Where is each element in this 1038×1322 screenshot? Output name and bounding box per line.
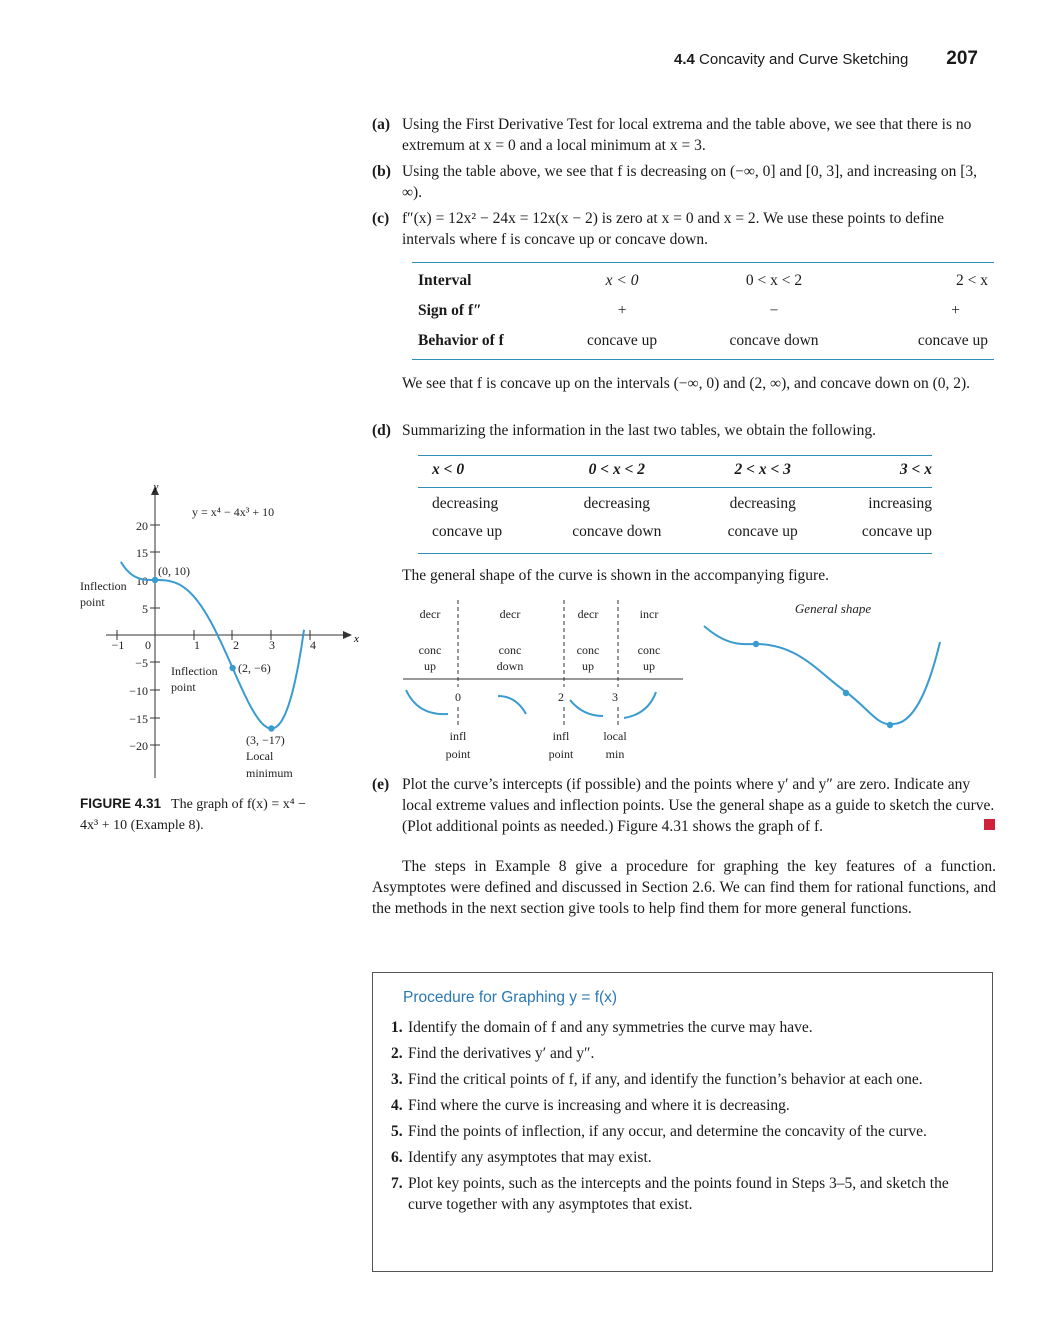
list-item xyxy=(391,1017,961,1038)
item-d-text: Summarizing the information in the last two tables, we obtain the following. xyxy=(402,422,876,439)
y-tick-label: −20 xyxy=(129,739,148,753)
table2-bottom-rule xyxy=(418,553,932,554)
inflection-label-right: Inflection xyxy=(171,664,218,678)
table-cell: − xyxy=(769,302,779,319)
x-tick-label: 1 xyxy=(194,638,200,652)
table-cell: Sign of f″ xyxy=(418,302,482,319)
item-a-label: (a) xyxy=(372,116,391,133)
table2-header-rule xyxy=(418,487,932,488)
step-text: Find where the curve is increasing and where it is decreasing. xyxy=(408,1097,790,1114)
caption-text: The graph of f(x) = x⁴ − 4x³ + 10 (Example 8). xyxy=(80,797,306,833)
y-tick-label: 5 xyxy=(142,602,148,616)
y-tick-label: 0 xyxy=(145,638,151,652)
item-e xyxy=(372,774,996,837)
table-cell: 0 < x < 2 xyxy=(745,272,803,289)
y-axis-label: y xyxy=(153,481,159,493)
x-tick-label: 2 xyxy=(233,638,239,652)
figure-caption xyxy=(80,793,320,836)
general-shape-diagram xyxy=(398,592,998,768)
section-title xyxy=(674,51,908,68)
shape-label: conc xyxy=(637,643,661,657)
y-tick-label: −5 xyxy=(135,656,148,670)
step-number: 2. xyxy=(391,1045,403,1062)
shape-label: 2 xyxy=(558,690,564,704)
section-number: 4.4 xyxy=(673,51,695,68)
general-shape-sentence: The general shape of the curve is shown in the accompanying figure. xyxy=(402,567,829,584)
list-item xyxy=(391,1069,961,1090)
shape-label: min xyxy=(605,747,625,761)
step-number: 3. xyxy=(391,1071,403,1088)
inflection-point-marker xyxy=(229,665,235,671)
table-cell: 2 < x xyxy=(956,272,988,289)
concavity-summary: We see that f is concave up on the intervals (−∞, 0) and (2, ∞), and concave down on (0, 2). xyxy=(402,375,971,392)
table-cell: increasing xyxy=(868,495,932,512)
item-e-text: Plot the curve’s intercepts (if possible) and the points where y′ and y″ are zero. Indicate any local extreme values and inflection points. Use the general shape as a guide to sketch the curve. (Plot additional points as needed.) Figure 4.31 shows the graph of f. xyxy=(402,776,995,835)
item-c-text: f″(x) = 12x² − 24x = 12x(x − 2) is zero at x = 0 and x = 2. We use these points to define intervals where f is concave up or concave down. xyxy=(402,210,944,248)
table-cell: concave up xyxy=(432,523,503,540)
item-c xyxy=(372,208,996,250)
list-item xyxy=(391,1043,961,1064)
item-a-text: Using the First Derivative Test for local extrema and the table above, we see that there is no extremum at x = 0 and a local minimum at x = 3. xyxy=(402,116,972,154)
shape-label: up xyxy=(424,659,436,673)
x-tick-label: 4 xyxy=(310,638,316,652)
shape-label: point xyxy=(445,747,471,761)
table-cell: x < 0 xyxy=(432,461,465,478)
y-tick-label: −10 xyxy=(129,684,148,698)
shape-label: decr xyxy=(499,607,521,621)
shape-label: decr xyxy=(577,607,599,621)
figure-4-31-graph xyxy=(76,478,366,788)
function-label: y = x⁴ − 4x³ + 10 xyxy=(192,505,275,519)
shape-label: up xyxy=(582,659,594,673)
item-b-text: Using the table above, we see that f is decreasing on (−∞, 0] and [0, 3], and increasing on [3, ∞). xyxy=(402,163,978,201)
table-cell: x < 0 xyxy=(605,272,639,289)
item-c-label: (c) xyxy=(372,210,390,227)
item-d xyxy=(372,420,996,441)
general-shape-title: General shape xyxy=(794,601,872,616)
shape-label: 3 xyxy=(612,690,618,704)
table-cell: + xyxy=(617,302,627,319)
step-number: 1. xyxy=(391,1019,403,1036)
table-cell: + xyxy=(951,302,960,319)
shape-label: up xyxy=(643,659,655,673)
table-cell: decreasing xyxy=(432,495,499,512)
x-axis-label: x xyxy=(354,633,359,645)
step-text: Find the points of inflection, if any occur, and determine the concavity of the curve. xyxy=(408,1123,927,1140)
list-item xyxy=(391,1173,961,1215)
step-text: Plot key points, such as the intercepts and the points found in Steps 3–5, and sketch the curve together with any asymptotes that exist. xyxy=(408,1175,949,1213)
list-item xyxy=(391,1095,961,1116)
table-cell: Interval xyxy=(418,272,472,289)
step-text: Identify any asymptotes that may exist. xyxy=(408,1149,652,1166)
minimum-label: Local xyxy=(246,749,274,763)
step-number: 5. xyxy=(391,1123,403,1140)
minimum-coordinate-label: (3, −17) xyxy=(246,733,285,747)
step-text: Identify the domain of f and any symmetries the curve may have. xyxy=(408,1019,813,1036)
shape-label: local xyxy=(603,729,627,743)
shape-label: down xyxy=(496,659,524,673)
table-cell: concave up xyxy=(917,332,988,349)
summary-table-body xyxy=(418,495,932,549)
table-cell: decreasing xyxy=(583,495,650,512)
caption-label: FIGURE 4.31 xyxy=(80,796,162,811)
y-tick-label: 20 xyxy=(136,519,148,533)
shape-label: incr xyxy=(639,607,659,621)
summary-table xyxy=(418,461,932,487)
point-label-0-10: (0, 10) xyxy=(158,564,190,578)
item-b-label: (b) xyxy=(372,163,391,180)
procedure-steps xyxy=(391,1017,961,1220)
procedure-title: Procedure for Graphing y = f(x) xyxy=(403,989,618,1006)
shape-label: conc xyxy=(498,643,522,657)
table-row xyxy=(418,461,932,487)
shape-label: conc xyxy=(576,643,600,657)
table-cell: 0 < x < 2 xyxy=(588,461,646,478)
shape-label: conc xyxy=(418,643,442,657)
table-cell: concave down xyxy=(572,523,662,540)
table-row xyxy=(418,523,932,549)
steps-paragraph: The steps in Example 8 give a procedure for graphing the key features of a function. Asymptotes were defined and discussed in Section 2.6. We can find them for rational functions, and the methods in the next section give tools to help find them for more general functions. xyxy=(372,858,996,917)
table-cell: concave up xyxy=(861,523,932,540)
y-tick-label: 15 xyxy=(136,546,148,560)
step-number: 7. xyxy=(391,1175,403,1192)
list-item xyxy=(391,1121,961,1142)
table-cell: decreasing xyxy=(729,495,796,512)
y-tick-label: −15 xyxy=(129,712,148,726)
list-item xyxy=(391,1147,961,1168)
minimum-label: minimum xyxy=(246,766,293,780)
table-cell: 3 < x xyxy=(899,461,932,478)
procedure-box xyxy=(372,972,993,1272)
shape-label: infl xyxy=(449,729,467,743)
y-tick-label: 10 xyxy=(136,574,148,588)
running-head xyxy=(674,48,978,70)
table-cell: concave down xyxy=(729,332,819,349)
x-tick-label: 3 xyxy=(269,638,275,652)
table-cell: Behavior of f xyxy=(418,332,504,349)
page-number: 207 xyxy=(946,48,978,69)
step-text: Find the critical points of f, if any, and identify the function’s behavior at each one. xyxy=(408,1071,923,1088)
table-row xyxy=(412,296,994,326)
step-number: 6. xyxy=(391,1149,403,1166)
inflection-label-left: Inflection xyxy=(80,579,127,593)
section-title-text: Concavity and Curve Sketching xyxy=(699,51,909,68)
item-b xyxy=(372,161,996,203)
step-number: 4. xyxy=(391,1097,403,1114)
concavity-table xyxy=(412,266,994,356)
item-a xyxy=(372,114,996,156)
shape-label: 0 xyxy=(455,690,461,704)
item-d-label: (d) xyxy=(372,422,391,439)
table2-top-rule xyxy=(418,455,932,456)
shape-label: decr xyxy=(419,607,441,621)
shape-label: point xyxy=(548,747,574,761)
table-cell: concave up xyxy=(727,523,798,540)
table-row xyxy=(412,326,994,356)
inflection-label-left: point xyxy=(80,595,105,609)
table-row xyxy=(418,495,932,523)
shape-label: infl xyxy=(552,729,570,743)
end-of-example-mark xyxy=(984,819,995,830)
inflection-label-right: point xyxy=(171,680,196,694)
local-minimum-marker xyxy=(268,725,274,731)
point-label-2-neg6: (2, −6) xyxy=(238,661,271,675)
step-text: Find the derivatives y′ and y″. xyxy=(408,1045,595,1062)
table-cell: concave up xyxy=(587,332,658,349)
x-tick-label: −1 xyxy=(111,638,125,652)
table-row xyxy=(412,266,994,296)
item-e-label: (e) xyxy=(372,776,390,793)
table1-top-rule xyxy=(412,262,994,263)
table-cell: 2 < x < 3 xyxy=(734,461,791,478)
table1-bottom-rule xyxy=(412,359,994,360)
